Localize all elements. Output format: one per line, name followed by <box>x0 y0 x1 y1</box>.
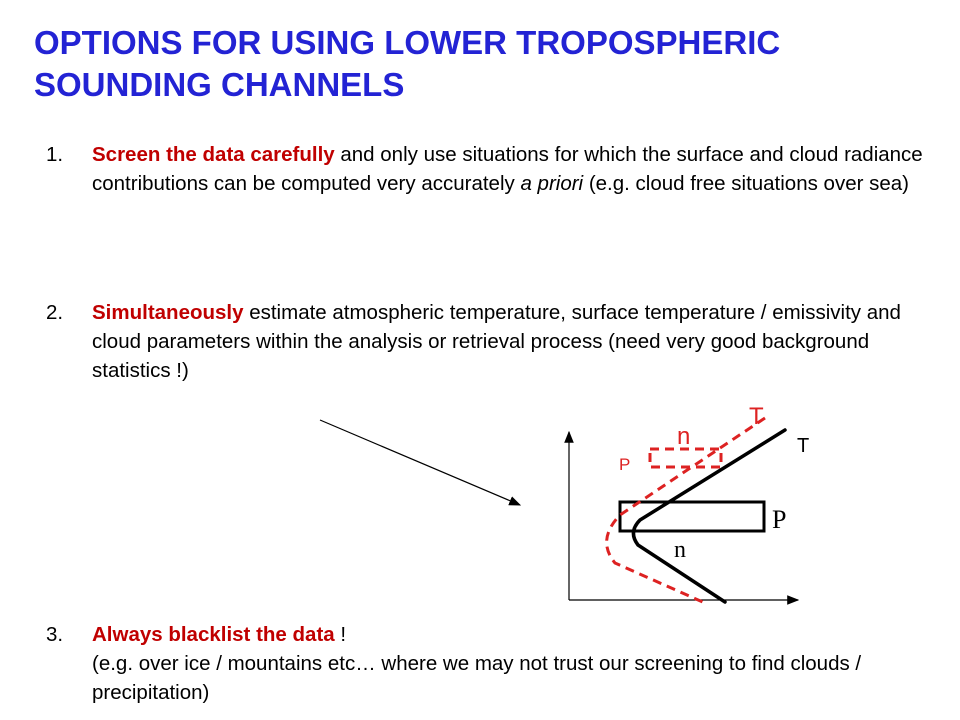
title-line-2: SOUNDING CHANNELS <box>34 66 405 103</box>
cloud-box <box>620 502 764 531</box>
label-P: P <box>772 505 787 534</box>
label-P-perturbed: P <box>619 455 631 474</box>
option-1-text-a: and only use situations for which the surface and cloud radiance contributions can be computed very accurately <box>92 143 923 195</box>
option-1-italic: a priori <box>520 172 584 195</box>
option-1-text-b: (e.g. cloud free situations over sea) <box>583 172 910 195</box>
title-line-1: OPTIONS FOR USING LOWER TROPOSPHERIC <box>34 24 781 61</box>
option-1-number: 1. <box>46 143 64 166</box>
option-3-lead: Always blacklist the data <box>92 623 335 646</box>
option-2-number: 2. <box>46 301 64 324</box>
pointer-arrow <box>320 420 520 505</box>
option-2-lead: Simultaneously <box>92 301 244 324</box>
option-2-text-body: estimate atmospheric temperature, surface temperature / emissivity and cloud parameters within the analysis or retrieval process (need very good background statistics !) <box>92 301 901 382</box>
option-1-lead: Screen the data carefully <box>92 143 335 166</box>
label-n: n <box>674 537 686 563</box>
label-T-perturbed: T <box>749 403 764 430</box>
option-3-number: 3. <box>46 623 64 646</box>
label-n-perturbed: n <box>677 423 691 450</box>
option-3-line-2: (e.g. over ice / mountains etc… where we may not trust our screening to find clouds / precipitation) <box>92 652 862 704</box>
perturbed-cloud-box <box>650 449 721 467</box>
label-T: T <box>797 435 810 457</box>
option-3-text-a: ! <box>334 623 347 646</box>
